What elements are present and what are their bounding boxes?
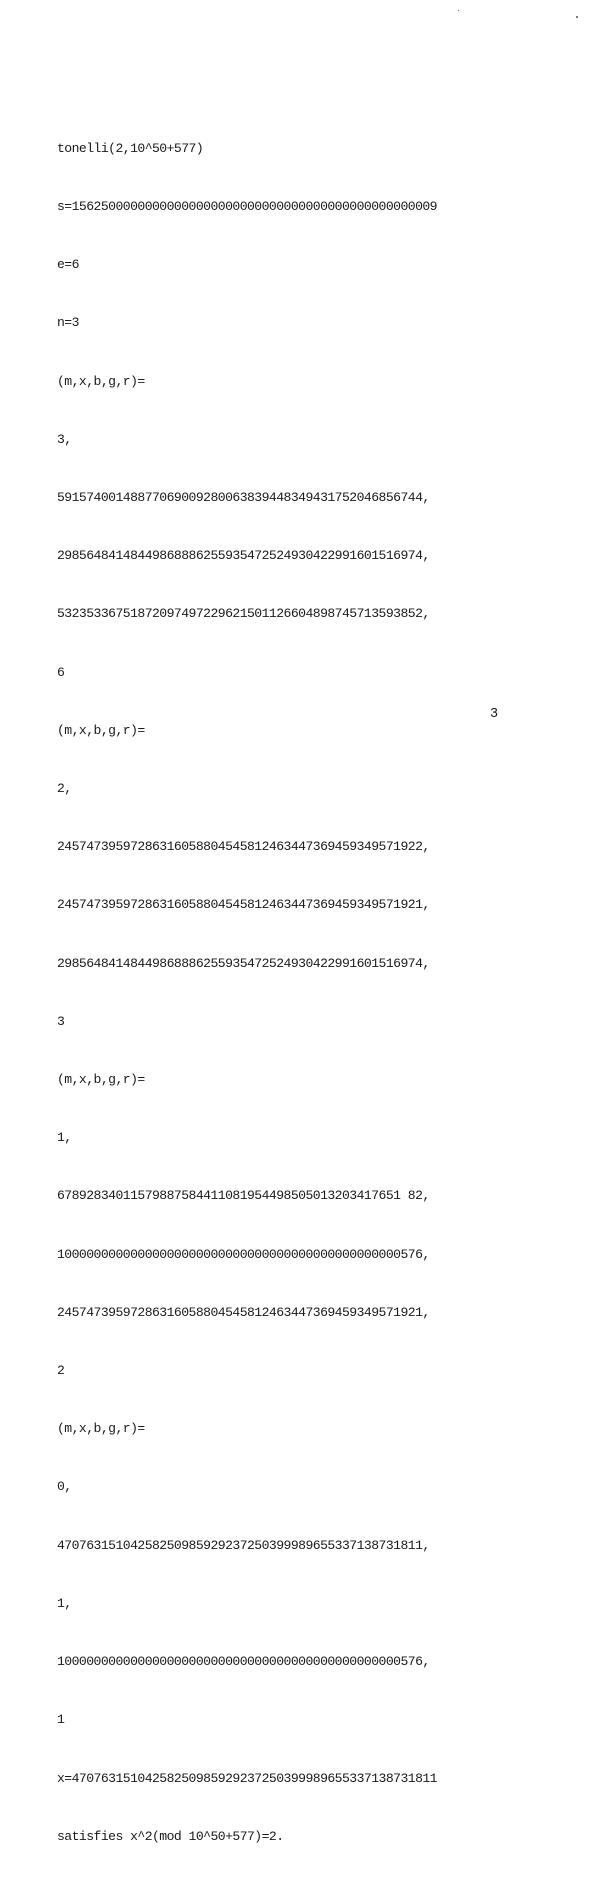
code-line: 3, [57,431,72,447]
code-line: 2 [57,1363,65,1379]
code-line: 10000000000000000000000000000000000000000000000576, [57,1654,430,1670]
code-line: x=47076315104258250985929237250399989655337138731811 [57,1770,437,1786]
code-line: 53235336751872097497229621501126604898745713593852, [57,606,430,622]
code-line: s=15625000000000000000000000000000000000000000000009 [57,199,437,215]
code-line: e=6 [57,257,79,273]
code-line: 0, [57,1479,72,1495]
code-line: 1, [57,1595,72,1611]
code-line: 6 [57,664,65,680]
code-line: 29856484148449868886255935472524930422991601516974, [57,548,430,564]
scan-speck [576,16,578,18]
code-line: 47076315104258250985929237250399989655337138731811, [57,1537,430,1553]
code-line: satisfies x^2(mod 10^50+577)=2. [57,1828,284,1844]
code-line: 10000000000000000000000000000000000000000000000576, [57,1246,430,1262]
code-line: 3 [57,1013,65,1029]
code-line: (m,x,b,g,r)= [57,373,145,389]
code-line: 29856484148449868886255935472524930422991601516974, [57,955,430,971]
code-line: 1, [57,1130,72,1146]
code-line: (m,x,b,g,r)= [57,722,145,738]
code-line: 67892834011579887584411081954498505013203417651 82, [57,1188,430,1204]
code-line: 24574739597286316058804545812463447369459349571921, [57,897,430,913]
page-number: 3 [490,707,499,722]
code-line: (m,x,b,g,r)= [57,1072,145,1088]
scan-speck [458,10,459,11]
code-line: tonelli(2,10^50+577) [57,140,204,156]
code-line: 24574739597286316058804545812463447369459349571921, [57,1304,430,1320]
code-line: 2, [57,781,72,797]
code-line: 24574739597286316058804545812463447369459349571922, [57,839,430,855]
code-line: 59157400148877069009280063839448349431752046856744, [57,490,430,506]
code-output-block [57,100,597,1885]
code-line: (m,x,b,g,r)= [57,1421,145,1437]
code-line: n=3 [57,315,79,331]
code-line: 1 [57,1712,65,1728]
